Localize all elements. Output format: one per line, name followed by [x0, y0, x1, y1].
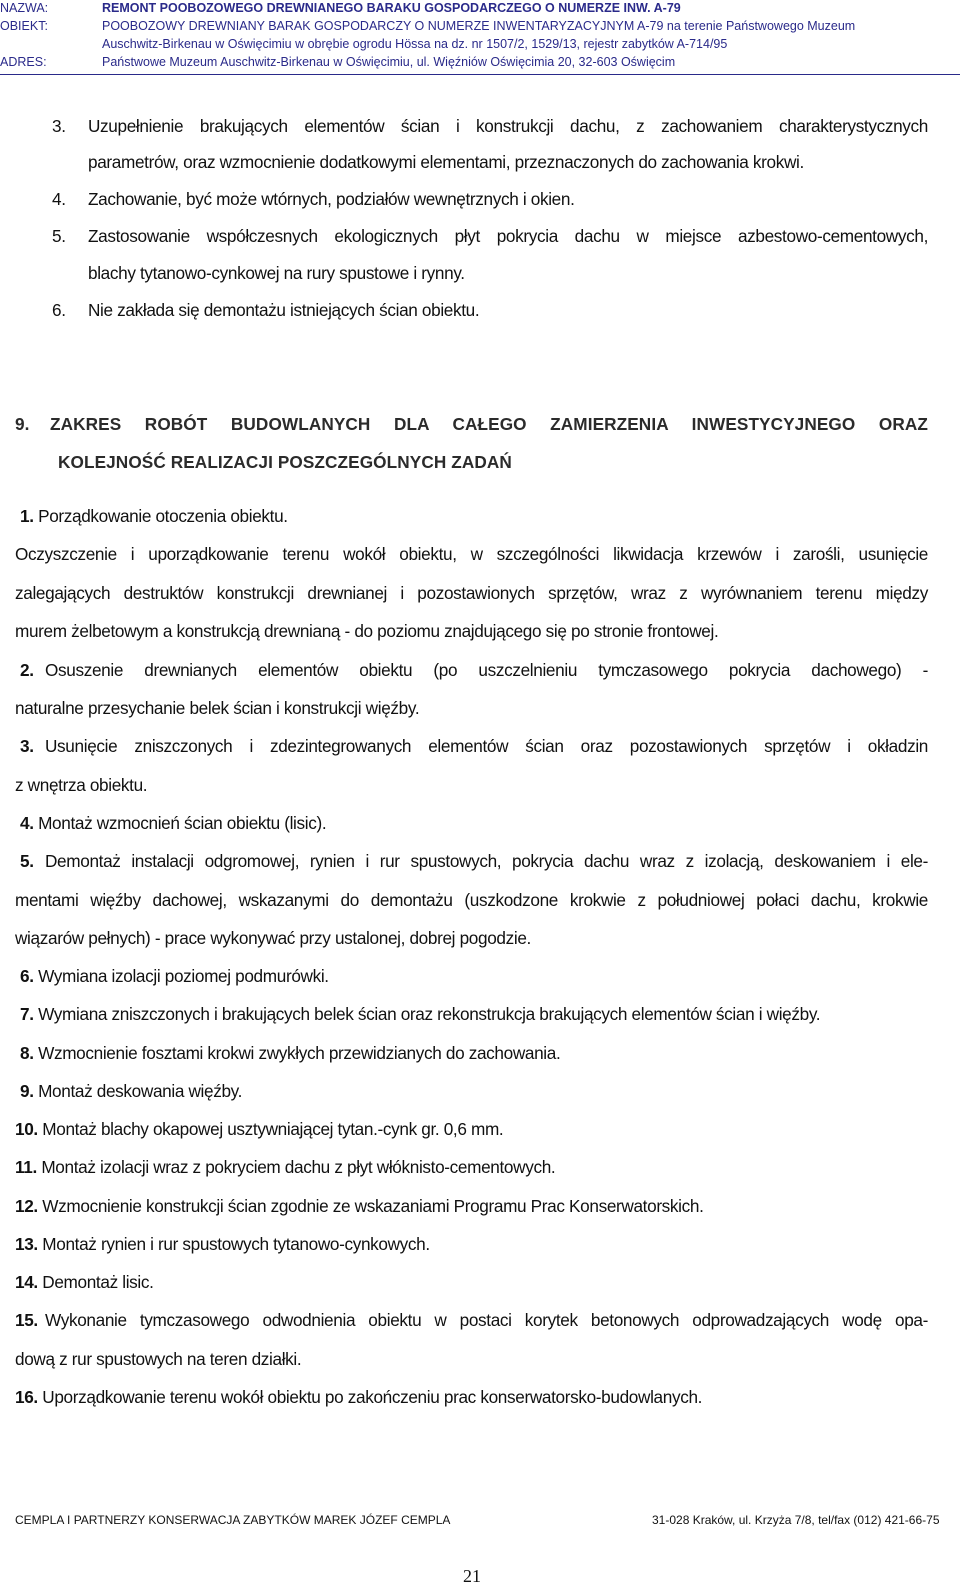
list-item-number: 1. [20, 506, 34, 526]
list-item [15, 1387, 702, 1408]
list-item-number: 4. [20, 813, 34, 833]
list-item [20, 813, 326, 834]
list-item-number: 3. [20, 736, 34, 756]
paragraph-line: murem żelbetowym a konstrukcją drewnianą - do poziomu znajdującego się po stronie frontowej. [15, 621, 719, 641]
list-item-line: Nie zakłada się demontażu istniejących ścian obiektu. [88, 300, 480, 320]
list-item-line: dową z rur spustowych na teren działki. [15, 1349, 302, 1369]
list-item-text: Montaż wzmocnień ścian obiektu (lisic). [38, 813, 327, 833]
list-item-number: 16. [15, 1387, 38, 1407]
list-item-text: Wymiana izolacji poziomej podmurówki. [38, 966, 329, 986]
list-item-text: Wzmocnienie fosztami krokwi zwykłych przewidzianych do zachowania. [38, 1043, 561, 1063]
list-item-number: 5. [52, 226, 66, 246]
list-item-line: Demontaż instalacji odgromowej, rynien i rur spustowych, pokrycia dachu wraz z izolacją, deskowaniem i ele- [45, 851, 928, 871]
list-item [20, 966, 329, 987]
list-item [20, 506, 288, 527]
list-item-number: 6. [52, 300, 66, 320]
list-item [15, 1157, 555, 1178]
list-item [20, 1081, 242, 1102]
section-number: 9. [15, 414, 30, 434]
list-item-line: mentami więźby dachowej, wskazanymi do demontażu (uszkodzone krokwie z południowej połaci dachu, krokwie [15, 890, 928, 910]
list-item [15, 1119, 503, 1140]
paragraph-line: Oczyszczenie i uporządkowanie terenu wokół obiektu, w szczególności likwidacja krzewów i zarośli, usunięcie [15, 544, 928, 564]
list-item-number: 15. [15, 1310, 38, 1330]
footer-company: CEMPLA I PARTNERZY KONSERWACJA ZABYTKÓW MAREK JÓZEF CEMPLA [15, 1513, 451, 1527]
list-item-line: blachy tytanowo-cynkowej na rury spustowe i rynny. [88, 263, 465, 283]
list-item-number: 14. [15, 1272, 38, 1292]
header-value-obiekt-line1: POOBOZOWY DREWNIANY BARAK GOSPODARCZY O NUMERZE INWENTARYZACYJNYM A-79 na terenie Państwowego Muzeum [102, 19, 856, 33]
list-item [20, 1004, 820, 1025]
header-label-obiekt: OBIEKT: [0, 19, 48, 33]
list-item-line: Zachowanie, być może wtórnych, podziałów wewnętrznych i okien. [88, 189, 575, 209]
list-item-line: Zastosowanie współczesnych ekologicznych płyt pokrycia dachu w miejsce azbestowo-cementowych, [88, 226, 928, 246]
list-item-text: Uporządkowanie terenu wokół obiektu po zakończeniu prac konserwatorsko-budowlanych. [42, 1387, 703, 1407]
list-item-line: z wnętrza obiektu. [15, 775, 148, 795]
list-item-line: parametrów, oraz wzmocnienie dodatkowymi elementami, przeznaczonych do zachowania krokwi. [88, 152, 804, 172]
list-item [15, 1272, 154, 1293]
list-item [15, 1196, 704, 1217]
list-item-text: Wymiana zniszczonych i brakujących belek ścian oraz rekonstrukcja brakujących elementów ścian i więźby. [38, 1004, 821, 1024]
header-label-adres: ADRES: [0, 55, 47, 69]
list-item-number: 9. [20, 1081, 34, 1101]
header-label-nazwa: NAZWA: [0, 1, 49, 15]
list-item-line: wiązarów pełnych) - prace wykonywać przy ustalonej, dobrej pogodzie. [15, 928, 531, 948]
list-item-text: Montaż izolacji wraz z pokryciem dachu z płyt włóknisto-cementowych. [41, 1157, 556, 1177]
list-item-line: Wykonanie tymczasowego odwodnienia obiektu w postaci korytek betonowych odprowadzających wodę opa- [45, 1310, 928, 1330]
section-title-line1: ZAKRES ROBÓT BUDOWLANYCH DLA CAŁEGO ZAMIERZENIA INWESTYCYJNEGO ORAZ [50, 414, 928, 434]
list-item [20, 1043, 560, 1064]
list-item-line: Osuszenie drewnianych elementów obiektu (po uszczelnieniu tymczasowego pokrycia dachowego) - [45, 660, 928, 680]
footer-address: 31-028 Kraków, ul. Krzyża 7/8, tel/fax (012) 421-66-75 [652, 1513, 940, 1527]
list-item-number: 5. [20, 851, 34, 871]
list-item-number: 6. [20, 966, 34, 986]
list-item-text: Montaż rynien i rur spustowych tytanowo-cynkowych. [42, 1234, 430, 1254]
list-item-text: Porządkowanie otoczenia obiektu. [38, 506, 288, 526]
list-item-number: 7. [20, 1004, 34, 1024]
list-item-number: 12. [15, 1196, 38, 1216]
list-item-number: 3. [52, 116, 66, 136]
header-value-nazwa: REMONT POOBOZOWEGO DREWNIANEGO BARAKU GOSPODARCZEGO O NUMERZE INW. A-79 [102, 1, 681, 15]
header-value-adres: Państwowe Muzeum Auschwitz-Birkenau w Oświęcimiu, ul. Więźniów Oświęcimia 20, 32-603 Oświęcim [102, 55, 676, 69]
list-item-text: Demontaż lisic. [42, 1272, 154, 1292]
header-divider [0, 74, 960, 75]
list-item-line: naturalne przesychanie belek ścian i konstrukcji więźby. [15, 698, 420, 718]
list-item-number: 10. [15, 1119, 38, 1139]
list-item-number: 13. [15, 1234, 38, 1254]
header-value-obiekt-line2: Auschwitz-Birkenau w Oświęcimiu w obrębie ogrodu Hössa na dz. nr 1507/2, 1529/13, rejestr zabytków A-714/95 [102, 37, 728, 51]
list-item-number: 4. [52, 189, 66, 209]
list-item-number: 2. [20, 660, 34, 680]
list-item-line: Uzupełnienie brakujących elementów ścian i konstrukcji dachu, z zachowaniem charakterystycznych [88, 116, 928, 136]
section-title-line2: KOLEJNOŚĆ REALIZACJI POSZCZEGÓLNYCH ZADAŃ [58, 452, 512, 472]
list-item-number: 8. [20, 1043, 34, 1063]
list-item-text: Wzmocnienie konstrukcji ścian zgodnie ze wskazaniami Programu Prac Konserwatorskich. [42, 1196, 704, 1216]
list-item-number: 11. [15, 1157, 37, 1177]
paragraph-line: zalegających destruktów konstrukcji drewnianej i pozostawionych sprzętów, wraz z wyrównaniem terenu między [15, 583, 928, 603]
list-item-text: Montaż blachy okapowej usztywniającej tytan.-cynk gr. 0,6 mm. [42, 1119, 504, 1139]
list-item-text: Montaż deskowania więźby. [38, 1081, 243, 1101]
list-item-line: Usunięcie zniszczonych i zdezintegrowanych elementów ścian oraz pozostawionych sprzętów i okładzin [45, 736, 928, 756]
page-number: 21 [463, 1566, 481, 1586]
list-item [15, 1234, 430, 1255]
